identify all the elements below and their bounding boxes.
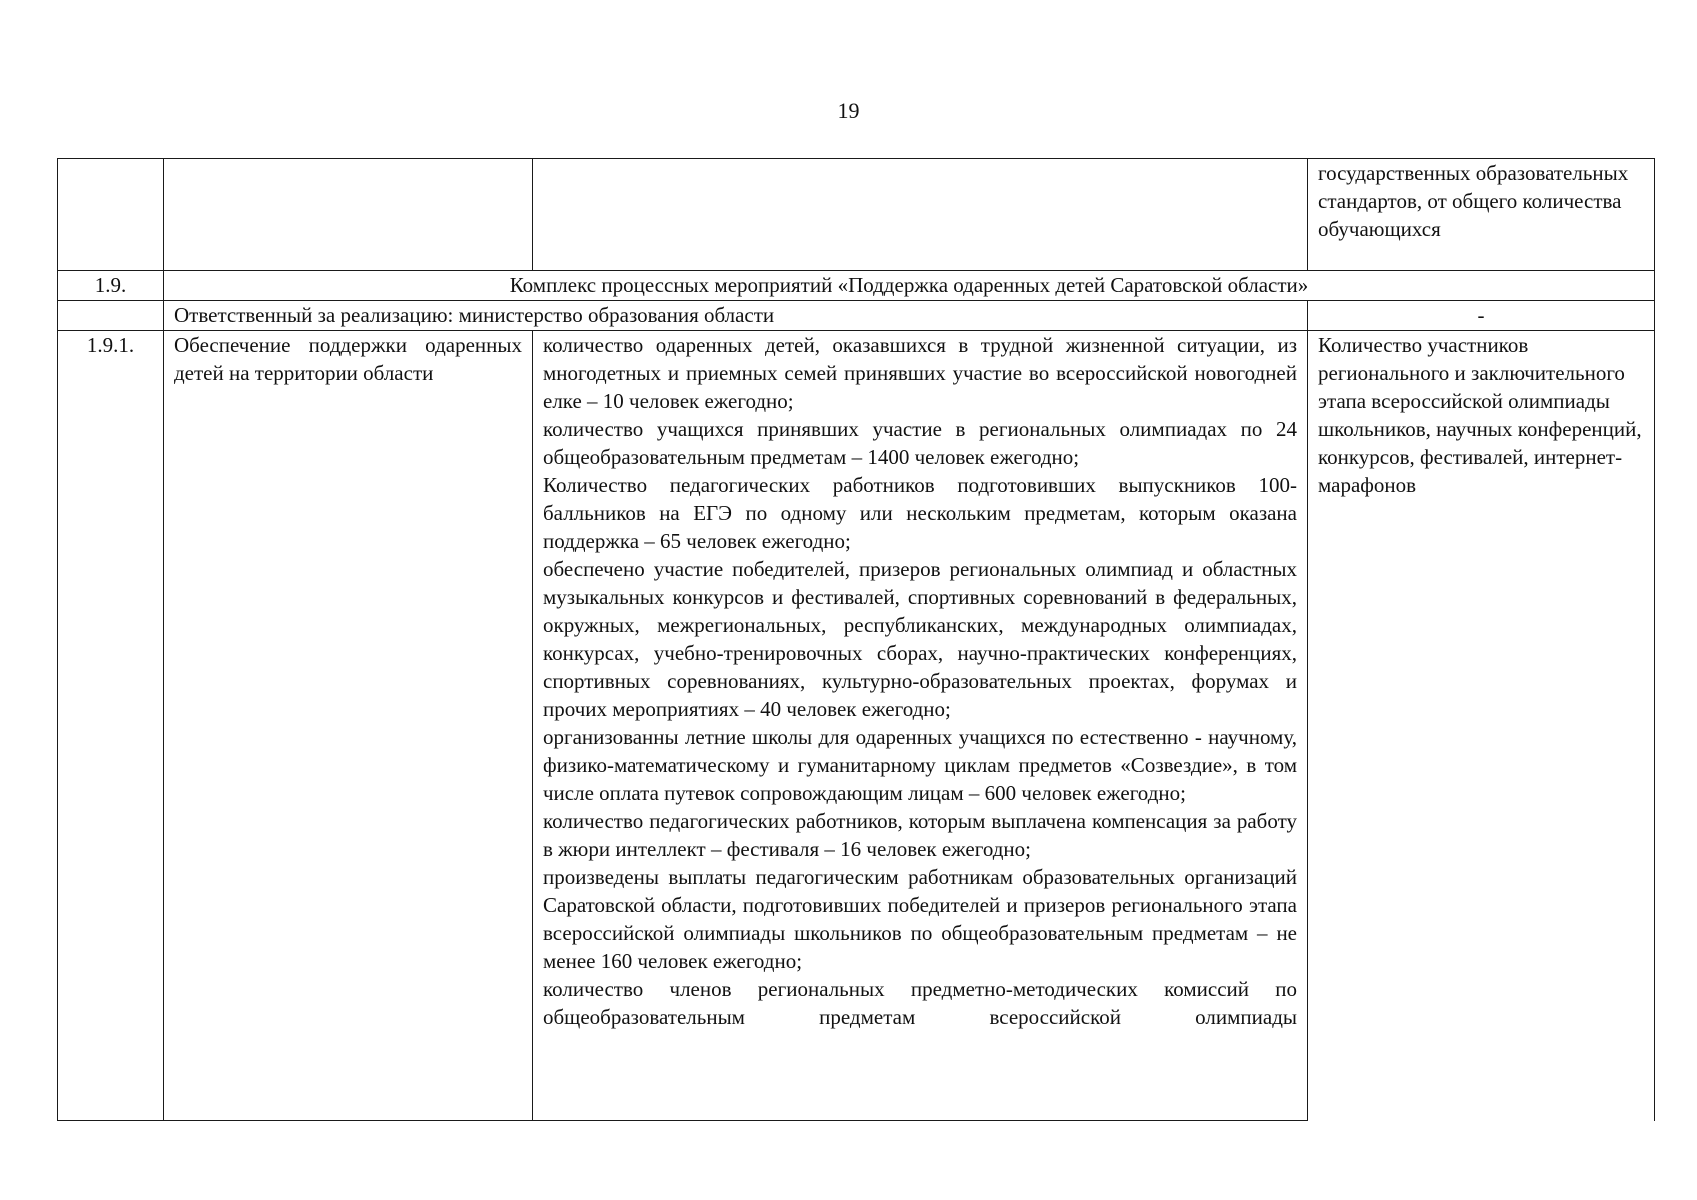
item-results [533, 331, 1308, 1121]
item-number: 1.9.1. [58, 331, 164, 1121]
result-item: количество одаренных детей, оказавшихся в трудной жизненной ситуации, из многодетных и приемных семей принявших участие во всероссийской новогодней елке – 10 человек ежегодно; [543, 333, 1297, 413]
page-number: 19 [837, 98, 860, 123]
table-row [58, 159, 1655, 271]
results-cell [533, 159, 1308, 271]
section-number: 1.9. [58, 271, 164, 301]
indicator-text: государственных образовательных стандартов, от общего количества обучающихся [1318, 161, 1629, 241]
section-row [58, 271, 1655, 301]
result-item: организованны летние школы для одаренных учащихся по естественно - научному, физико-математическому и гуманитарному циклам предметов «Созвездие», в том числе оплата путевок сопровождающим лицам – 600 человек ежегодно; [543, 725, 1297, 805]
responsible-row [58, 301, 1655, 331]
result-item: количество учащихся принявших участие в региональных олимпиадах по 24 общеобразовательным предметам – 1400 человек ежегодно; [543, 417, 1297, 469]
item-task: Обеспечение поддержки одаренных детей на территории области [164, 331, 533, 1121]
section-title: Комплекс процессных мероприятий «Поддержка одаренных детей Саратовской области» [164, 271, 1655, 301]
item-indicator: Количество участников регионального и заключительного этапа всероссийской олимпиады школьников, научных конференций, конкурсов, фестивалей, интернет-марафонов [1308, 331, 1655, 1121]
table-row [58, 331, 1655, 1121]
indicator-cell [1308, 159, 1655, 271]
responsible-label: Ответственный за реализацию: министерство образования области [164, 301, 1308, 331]
program-table [57, 158, 1655, 1121]
number-cell [58, 301, 164, 331]
number-cell [58, 159, 164, 271]
result-item: количество педагогических работников, которым выплачена компенсация за работу в жюри интеллект – фестиваля – 16 человек ежегодно; [543, 809, 1297, 861]
result-item: количество членов региональных предметно-методических комиссий по общеобразовательным предметам всероссийской олимпиады [543, 977, 1297, 1029]
result-item: обеспечено участие победителей, призеров региональных олимпиад и областных музыкальных конкурсов и фестивалей, спортивных соревнований в федеральных, окружных, межрегиональных, республиканских, международных олимпиадах, конкурсах, учебно-тренировочных сборах, научно-практических конференциях, спортивных соревнованиях, культурно-образовательных проектах, форумах и прочих мероприятиях – 40 человек ежегодно; [543, 557, 1297, 721]
result-item: Количество педагогических работников подготовивших выпускников 100-балльников на ЕГЭ по одному или нескольким предметам, которым оказана поддержка – 65 человек ежегодно; [543, 473, 1297, 553]
result-item: произведены выплаты педагогическим работникам образовательных организаций Саратовской области, подготовивших победителей и призеров регионального этапа всероссийской олимпиады школьников по общеобразовательным предметам – не менее 160 человек ежегодно; [543, 865, 1297, 973]
task-cell [164, 159, 533, 271]
responsible-value: - [1308, 301, 1655, 331]
